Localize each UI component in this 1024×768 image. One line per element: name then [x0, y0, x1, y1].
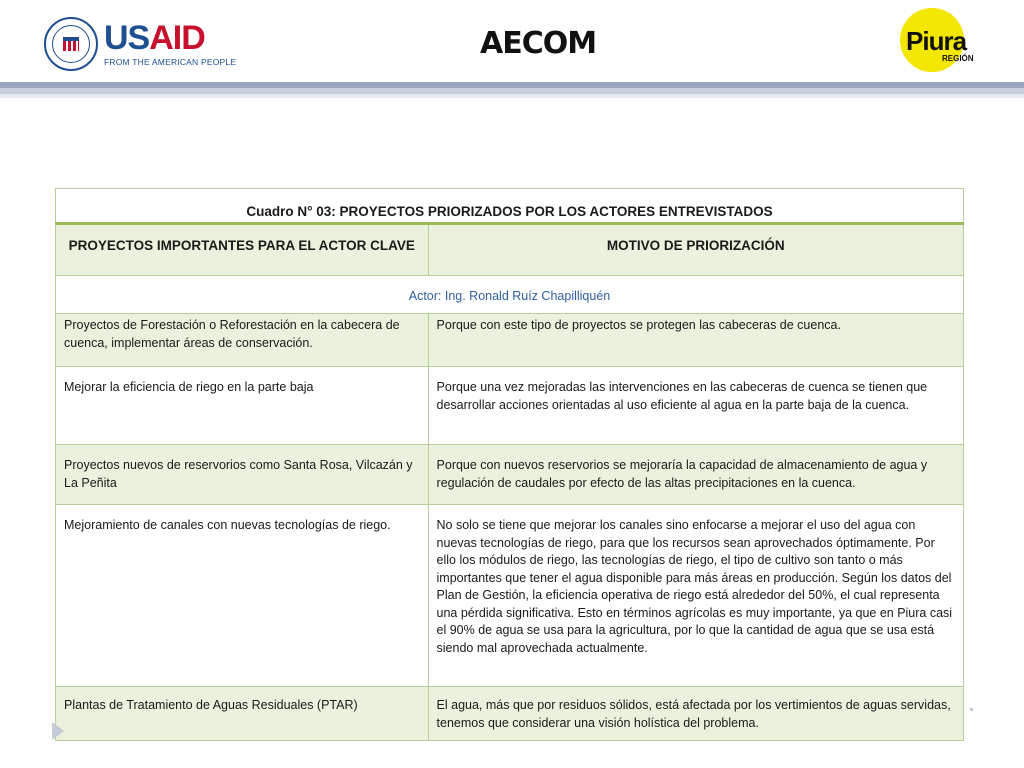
reason-cell: No solo se tiene que mejorar los canales sino enfocarse a mejorar el uso del agua con nuevas tecnologías de riego, para que los recursos sean aprovechados óptimamente. Por ello los módulos de riego, las tecnologías de riego, el tipo de cultivo son tanto o más importantes que tener el agua disponible para más áreas en producción. Según los datos del Plan de Gestión, la eficiencia operativa de riego está alrededor del 50%, el cual representa una pérdida significativa. Esto en términos agrícolas es muy importante, ya que en Piura casi el 90% de agua se usa para la agricultura, por lo que la cantidad de agua que se usa está siendo mal aprovechada actualmente.: [428, 505, 963, 687]
slide-marker: [970, 708, 973, 711]
piura-region-logo: [898, 8, 984, 74]
column-header-projects: PROYECTOS IMPORTANTES PARA EL ACTOR CLAVE: [56, 224, 429, 276]
usaid-logo-aid: AID: [149, 19, 205, 57]
usaid-tagline: FROM THE AMERICAN PEOPLE: [104, 57, 237, 67]
table-row: [56, 445, 964, 505]
aecom-logo: AECOM: [480, 26, 597, 61]
slide-header: [0, 0, 1024, 84]
table-row: [56, 367, 964, 445]
reason-cell: El agua, más que por residuos sólidos, está afectada por los vertimientos de aguas servidas, tenemos que considerar una visión holística del problema.: [428, 687, 963, 741]
actor-label: Actor: Ing. Ronald Ruíz Chapilliquén: [56, 276, 964, 314]
table-row: [56, 687, 964, 741]
usaid-logo: [44, 16, 236, 72]
header-divider-fade: [0, 94, 1024, 98]
table-title: Cuadro N° 03: PROYECTOS PRIORIZADOS POR LOS ACTORES ENTREVISTADOS: [56, 189, 964, 224]
project-cell: Proyectos nuevos de reservorios como Santa Rosa, Vilcazán y La Peñita: [56, 445, 429, 505]
reason-cell: Porque una vez mejoradas las intervenciones en las cabeceras de cuenca se tienen que desarrollar acciones orientadas al uso eficiente al agua en la parte baja de la cuenca.: [428, 367, 963, 445]
usaid-logo-us: US: [104, 19, 150, 57]
piura-logo-text: Piura: [906, 26, 967, 56]
reason-cell: Porque con nuevos reservorios se mejoraría la capacidad de almacenamiento de agua y regulación de caudales por efecto de las altas precipitaciones en la cuenca.: [428, 445, 963, 505]
project-cell: Proyectos de Forestación o Reforestación en la cabecera de cuenca, implementar áreas de conservación.: [56, 314, 429, 367]
column-header-reason: MOTIVO DE PRIORIZACIÓN: [428, 224, 963, 276]
project-cell: Mejoramiento de canales con nuevas tecnologías de riego.: [56, 505, 429, 687]
table-row: [56, 505, 964, 687]
piura-region-text: REGIÓN: [942, 54, 974, 63]
table-row: [56, 314, 964, 367]
triangle-right-icon[interactable]: [52, 722, 64, 740]
projects-table: [55, 188, 964, 741]
usaid-seal-icon: [44, 17, 98, 71]
project-cell: Plantas de Tratamiento de Aguas Residuales (PTAR): [56, 687, 429, 741]
project-cell: Mejorar la eficiencia de riego en la parte baja: [56, 367, 429, 445]
reason-cell: Porque con este tipo de proyectos se protegen las cabeceras de cuenca.: [428, 314, 963, 367]
